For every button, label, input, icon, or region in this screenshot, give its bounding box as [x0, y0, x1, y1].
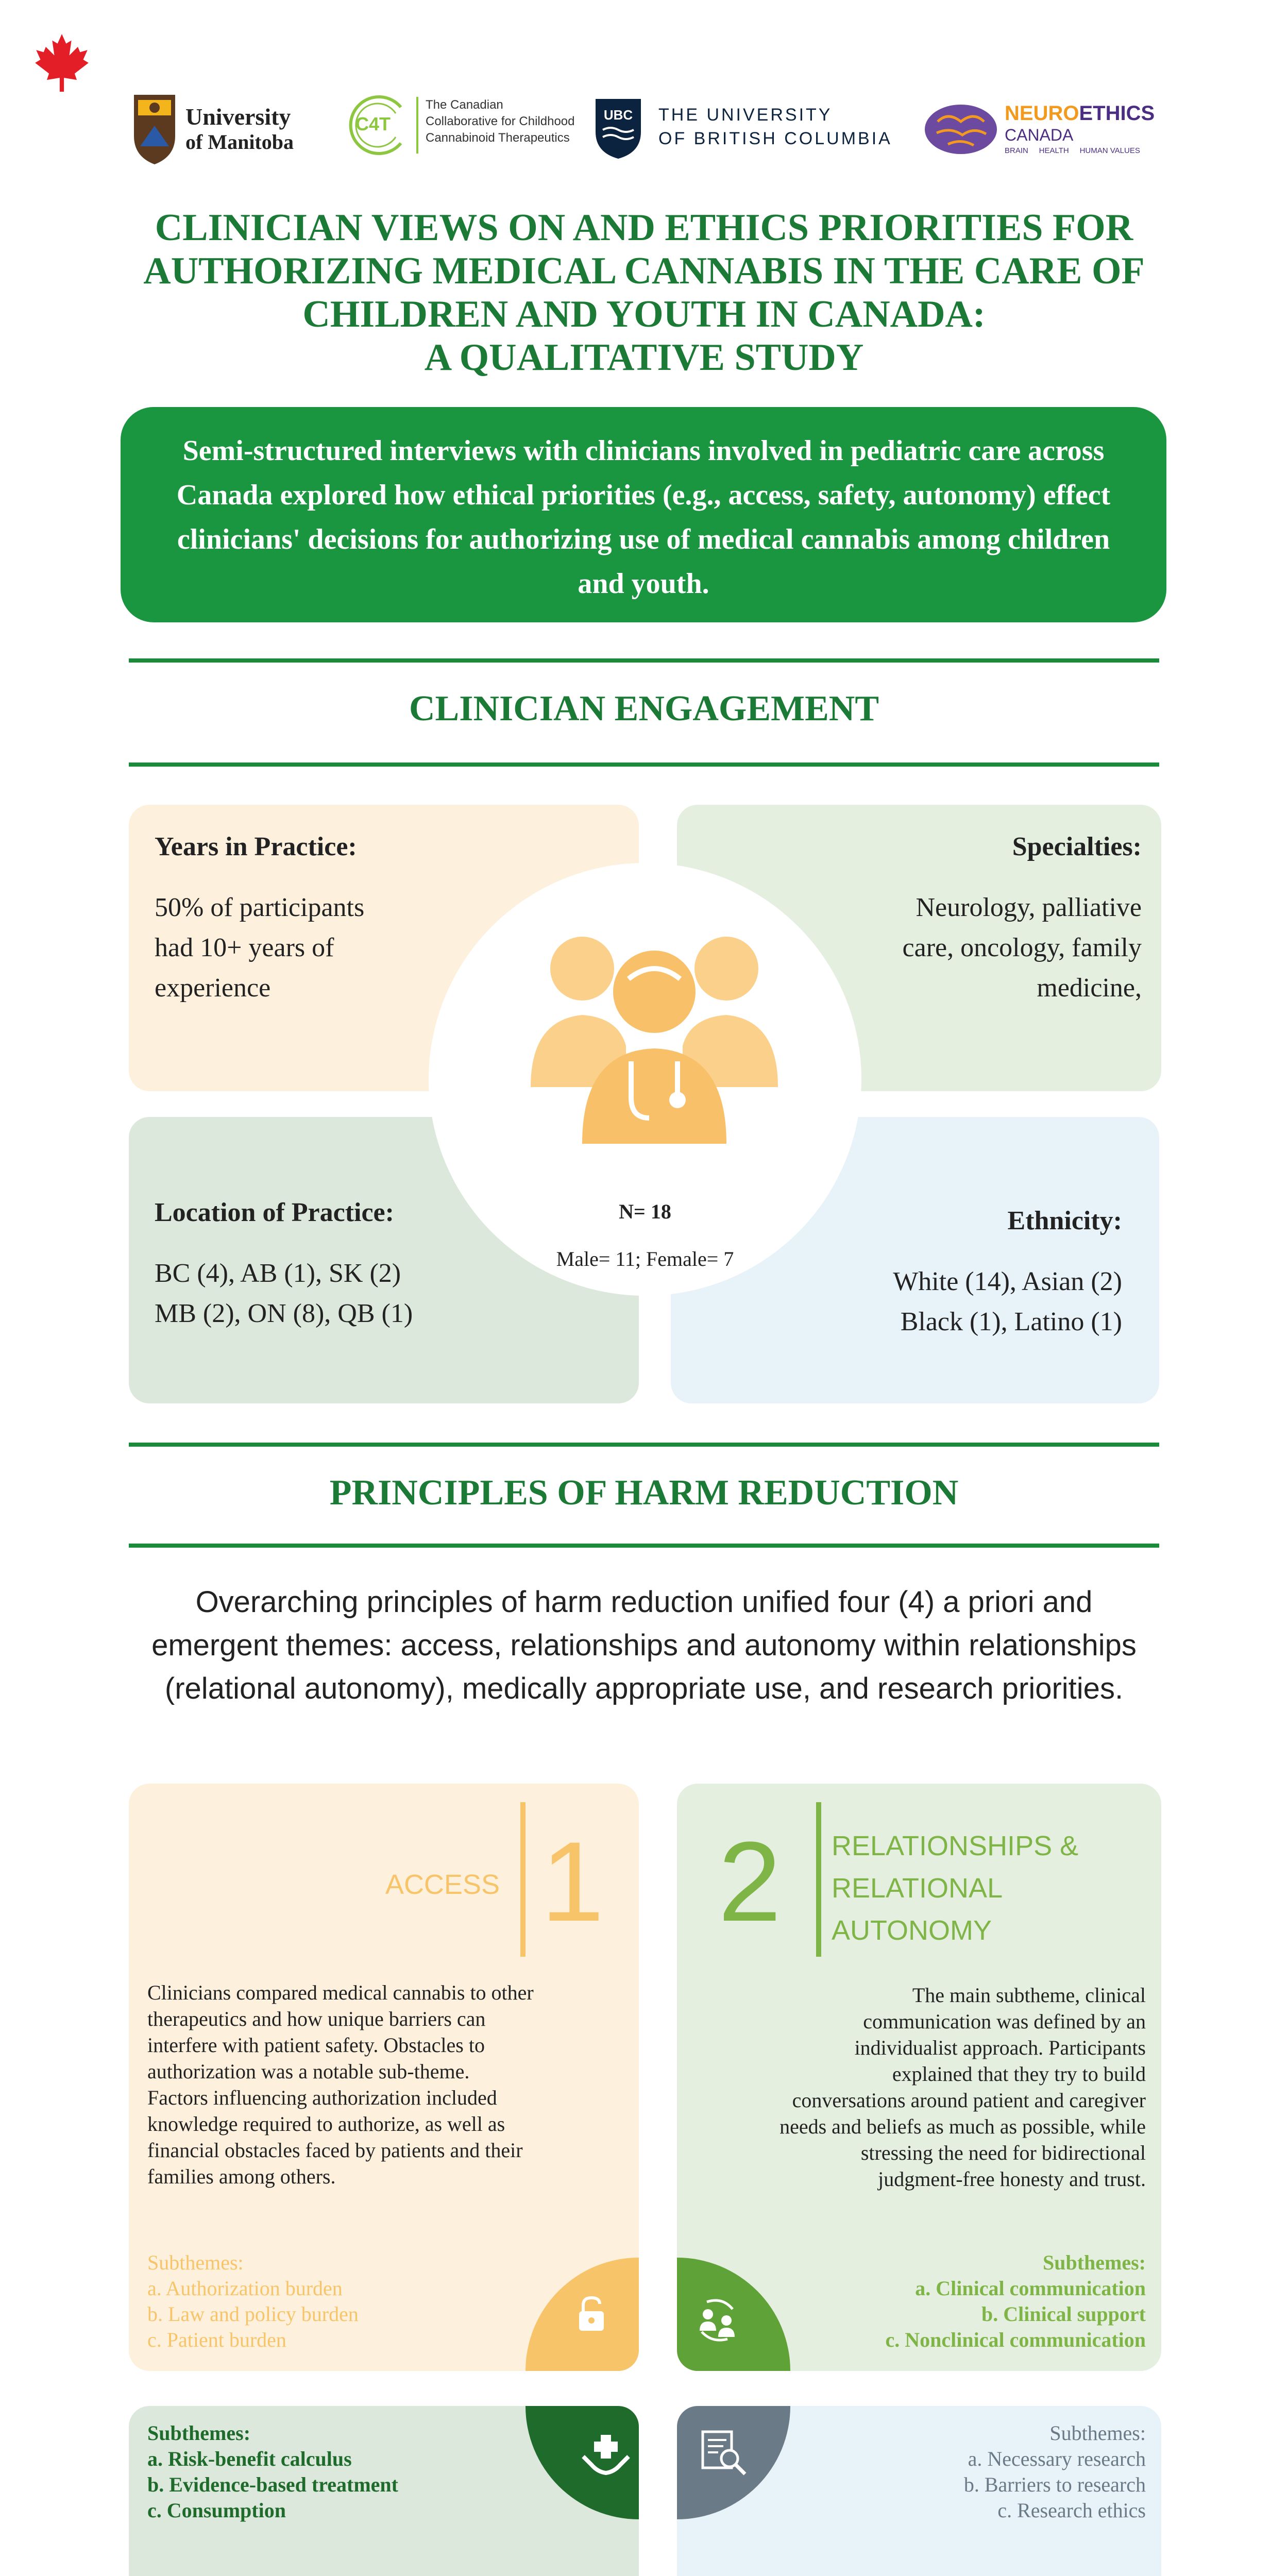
c4t-text [426, 97, 575, 146]
theme-2-bar [816, 1802, 821, 1957]
c4t-line1: The Canadian [426, 98, 503, 112]
theme-1-text: Clinicians compared medical cannabis to other therapeutics and how unique barriers can interfere with patient safety. Obstacles to authorization was a notable sub-theme. Factors influencing authorization included knowledge required to authorize, as well as financial obstacles faced by patients and their families among others. [147, 1981, 534, 2188]
theme-3-subthemes: Subthemes: a. Risk-benefit calculus b. Evidence-based treatment c. Consumption [147, 2421, 398, 2522]
c4t-logo [344, 92, 591, 164]
neuroethics-canada-logo [922, 96, 1159, 163]
c4t-line3: Cannabinoid Therapeutics [426, 131, 570, 145]
intro-banner: Semi-structured interviews with clinicians involved in pediatric care across Canada explored how ethical priorities (e.g., access, safety, autonomy) effect clinicians' decisions for authorizing use of medical cannabis among children and youth. [121, 407, 1166, 622]
ubc-mark: UBC [603, 107, 633, 123]
location-text: BC (4), AB (1), SK (2) MB (2), ON (8), QB (1) [155, 1259, 413, 1328]
unlock-icon [571, 2294, 612, 2335]
brain-icon [922, 101, 999, 158]
divider [129, 658, 1159, 663]
ethnicity-heading: Ethnicity: [1007, 1206, 1122, 1235]
neuro-canada: CANADA [1005, 126, 1074, 144]
theme-medically-appropriate-card [129, 2406, 639, 2576]
theme-relationships-card [677, 1784, 1161, 2371]
ethnicity-text: White (14), Asian (2) Black (1), Latino (1) [893, 1267, 1122, 1336]
theme-1-subthemes: Subthemes: a. Authorization burden b. Law and policy burden c. Patient burden [147, 2251, 359, 2351]
neuro-tags: BRAIN HEALTH HUMAN VALUES [1005, 146, 1140, 155]
page-title [129, 206, 1159, 379]
c4t-mark: C4T [355, 113, 391, 134]
participant-count: N= 18 [619, 1200, 671, 1223]
ubc-line1: THE UNIVERSITY [658, 105, 833, 125]
research-document-icon [698, 2427, 749, 2478]
participant-gender: Male= 11; Female= 7 [556, 1247, 734, 1270]
theme-1-bar [520, 1802, 526, 1957]
specialties-text: Neurology, palliative care, oncology, family medicine, [902, 893, 1142, 1003]
specialties-heading: Specialties: [1012, 832, 1142, 861]
theme-2-text: The main subtheme, clinical communication was defined by an individualist approach. Participants explained that they try to build conversations around patient and caregiver needs and beliefs as much as possible, while stressing the need for bidirectional judgment-free honesty and trust. [779, 1984, 1146, 2191]
ubc-logo [592, 96, 902, 163]
title-line-4: A QUALITATIVE STUDY [424, 336, 864, 379]
years-text: 50% of participants had 10+ years of experience [155, 893, 365, 1003]
neuro-text: NEURO [1005, 102, 1079, 125]
theme-2-title: RELATIONSHIPS & RELATIONAL AUTONOMY [832, 1831, 1079, 1946]
maple-leaf-icon [35, 34, 89, 92]
manitoba-crest-icon [129, 90, 180, 167]
manitoba-logo-line2: of Manitoba [185, 130, 294, 154]
title-line-1: CLINICIAN VIEWS ON AND ETHICS PRIORITIES FOR [155, 207, 1133, 249]
divider [129, 1443, 1159, 1447]
manitoba-logo-line1: University [185, 104, 291, 130]
ubc-line2: OF BRITISH COLUMBIA [658, 129, 892, 148]
university-of-manitoba-logo [129, 88, 325, 170]
theme-access-card [129, 1784, 639, 2371]
theme-research-card [677, 2406, 1161, 2576]
title-line-3: CHILDREN AND YOUTH IN CANADA: [302, 293, 986, 335]
ubc-crest-icon [592, 96, 644, 160]
theme-2-number: 2 [718, 1818, 782, 1945]
divider [129, 762, 1159, 767]
location-heading: Location of Practice: [155, 1198, 394, 1227]
theme-1-number: 1 [541, 1818, 604, 1945]
harm-reduction-intro: Overarching principles of harm reduction unified four (4) a priori and emergent themes: access, relationships and autonomy within relationships (relational autonomy), medically appropriate use, and research priorities. [151, 1585, 1137, 1705]
title-line-2: AUTHORIZING MEDICAL CANNABIS IN THE CARE OF [143, 250, 1145, 292]
relationship-exchange-icon [691, 2294, 743, 2345]
theme-2-subthemes: Subthemes: a. Clinical communication b. Clinical support c. Nonclinical communication [885, 2251, 1146, 2351]
theme-1-title: ACCESS [385, 1869, 500, 1900]
c4t-line2: Collaborative for Childhood [426, 114, 575, 128]
medical-hands-icon [580, 2431, 632, 2482]
theme-4-subthemes: Subthemes: a. Necessary research b. Barriers to research c. Research ethics [963, 2421, 1146, 2522]
divider [129, 1544, 1159, 1548]
clinicians-group-icon [515, 922, 793, 1149]
years-heading: Years in Practice: [155, 832, 357, 861]
engagement-heading: CLINICIAN ENGAGEMENT [409, 689, 879, 728]
ethics-text: ETHICS [1079, 102, 1155, 125]
harm-reduction-heading: PRINCIPLES OF HARM REDUCTION [329, 1473, 959, 1513]
